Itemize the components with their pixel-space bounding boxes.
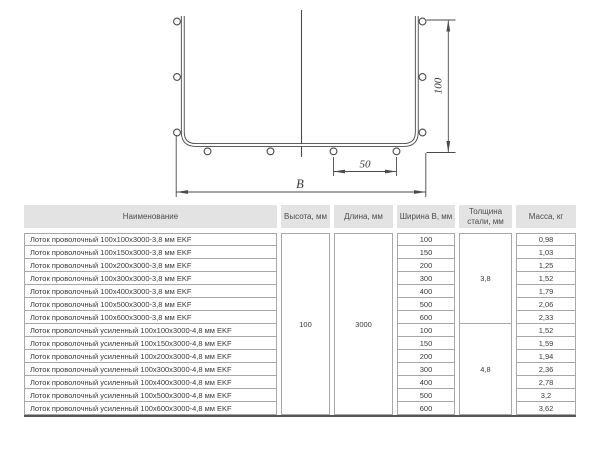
row-name-cell: Лоток проволочный 100x600x3000-3,8 мм EKF	[24, 311, 277, 324]
header-mass: Масса, кг	[516, 205, 576, 228]
row-width-cell: 200	[397, 259, 455, 272]
row-name-cell: Лоток проволочный усиленный 100x150x3000-4,8 мм EKF	[24, 337, 277, 350]
row-width-cell: 400	[397, 376, 455, 389]
row-name-cell: Лоток проволочный 100x200x3000-3,8 мм EKF	[24, 259, 277, 272]
dimension-spacing-label: 50	[359, 158, 371, 171]
row-mass-cell: 2,36	[516, 363, 576, 376]
table-body	[24, 233, 576, 417]
row-width-cell: 150	[397, 246, 455, 259]
row-width-cell: 150	[397, 337, 455, 350]
specification-table	[24, 205, 576, 417]
header-height: Высота, мм	[281, 205, 330, 228]
row-mass-cell: 1,52	[516, 324, 576, 337]
dimension-width-label: B	[296, 177, 304, 191]
row-name-cell: Лоток проволочный усиленный 100x400x3000-4,8 мм EKF	[24, 376, 277, 389]
row-mass-cell: 1,25	[516, 259, 576, 272]
row-width-cell: 200	[397, 350, 455, 363]
header-length: Длина, мм	[334, 205, 393, 228]
row-name-cell: Лоток проволочный усиленный 100x200x3000-4,8 мм EKF	[24, 350, 277, 363]
row-mass-cell: 1,94	[516, 350, 576, 363]
row-mass-cell: 3,2	[516, 389, 576, 402]
row-mass-cell: 2,33	[516, 311, 576, 324]
row-width-cell: 300	[397, 363, 455, 376]
header-width: Ширина В, мм	[397, 205, 455, 228]
row-width-cell: 600	[397, 311, 455, 324]
row-mass-cell: 2,06	[516, 298, 576, 311]
row-width-cell: 300	[397, 272, 455, 285]
row-width-cell: 500	[397, 389, 455, 402]
row-width-cell: 100	[397, 233, 455, 246]
row-name-cell: Лоток проволочный усиленный 100x300x3000-4,8 мм EKF	[24, 363, 277, 376]
wire-tray-cross-section-drawing	[0, 0, 600, 202]
height-merged-cell: 100	[281, 233, 330, 415]
row-mass-cell: 1,52	[516, 272, 576, 285]
header-name: Наименование	[24, 205, 277, 228]
row-width-cell: 400	[397, 285, 455, 298]
row-mass-cell: 3,62	[516, 402, 576, 415]
row-mass-cell: 1,03	[516, 246, 576, 259]
row-width-cell: 100	[397, 324, 455, 337]
thickness-merged-cell-48: 4,8	[459, 324, 512, 415]
row-name-cell: Лоток проволочный 100x400x3000-3,8 мм EKF	[24, 285, 277, 298]
row-name-cell: Лоток проволочный усиленный 100x500x3000-4,8 мм EKF	[24, 389, 277, 402]
tray-wire-profile	[183, 16, 417, 145]
dimension-height-label: 100	[432, 77, 445, 95]
length-merged-cell: 3000	[334, 233, 393, 415]
wire-cross-section-circles	[174, 18, 426, 155]
tray-drawing-svg	[0, 0, 600, 202]
row-name-cell: Лоток проволочный 100x100x3000-3,8 мм EKF	[24, 233, 277, 246]
row-mass-cell: 1,59	[516, 337, 576, 350]
row-width-cell: 500	[397, 298, 455, 311]
thickness-merged-cell-38: 3,8	[459, 233, 512, 324]
row-mass-cell: 0,98	[516, 233, 576, 246]
header-thickness: Толщина стали, мм	[459, 205, 512, 228]
row-name-cell: Лоток проволочный усиленный 100x100x3000-4,8 мм EKF	[24, 324, 277, 337]
table-header-row	[24, 205, 576, 228]
row-mass-cell: 2,78	[516, 376, 576, 389]
row-width-cell: 600	[397, 402, 455, 415]
row-name-cell: Лоток проволочный 100x500x3000-3,8 мм EKF	[24, 298, 277, 311]
row-name-cell: Лоток проволочный усиленный 100x600x3000-4,8 мм EKF	[24, 402, 277, 415]
row-mass-cell: 1,79	[516, 285, 576, 298]
row-name-cell: Лоток проволочный 100x300x3000-3,8 мм EKF	[24, 272, 277, 285]
row-name-cell: Лоток проволочный 100x150x3000-3,8 мм EKF	[24, 246, 277, 259]
